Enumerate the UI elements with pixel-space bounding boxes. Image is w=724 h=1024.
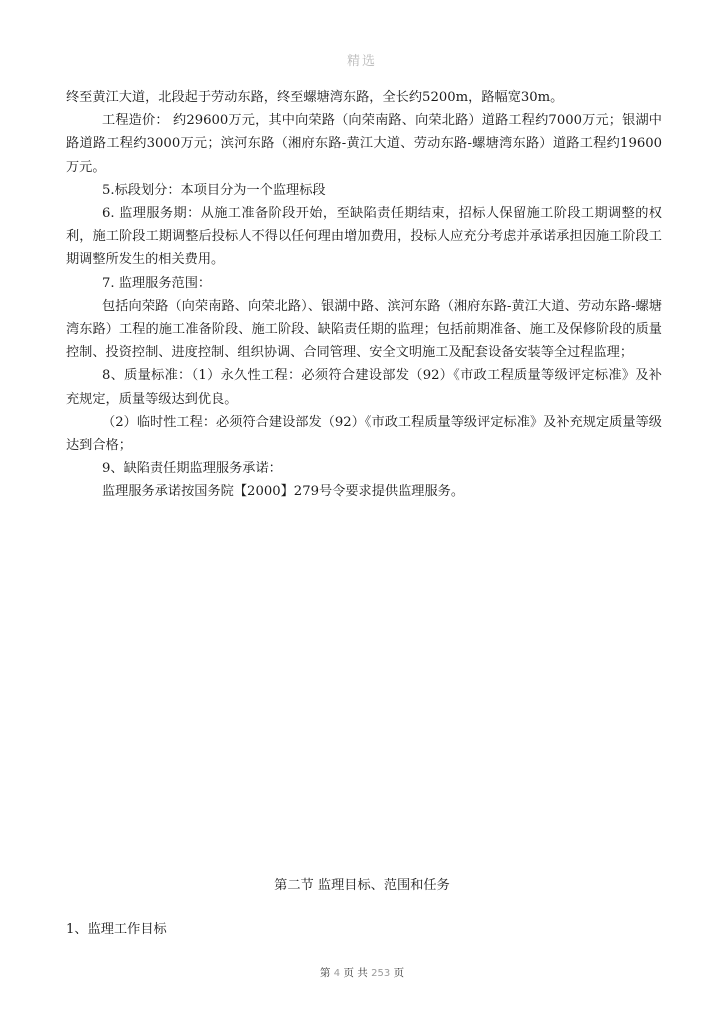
footer-middle: 页 共: [343, 967, 368, 979]
footer-prefix: 第: [319, 967, 331, 979]
paragraph-service-scope: 包括向荣路（向荣南路、向荣北路）、银湖中路、滨河东路（湘府东路-黄江大道、劳动东路-螺塘湾东路）工程的施工准备阶段、施工阶段、缺陷责任期的监理；包括前期准备、施工及保修阶段的质量控制、投资控制、进度控制、组织协调、合同管理、安全文明施工及配套设备安装等全过程监理；: [66, 298, 662, 361]
body-text: [66, 86, 662, 504]
section-title: 第二节 监理目标、范围和任务: [274, 878, 450, 893]
paragraph-quality-standard: 8、质量标准：（1）永久性工程：必须符合建设部发（92）《市政工程质量等级评定标准》及补充规定，质量等级达到优良。: [66, 368, 662, 407]
paragraph-project-cost: 工程造价： 约29600万元，其中向荣路（向荣南路、向荣北路）道路工程约7000万元；银湖中路道路工程约3000万元；滨河东路（湘府东路-黄江大道、劳动东路-螺塘湾东路）道路工程约19600万元。: [66, 113, 662, 175]
page-footer: [0, 965, 724, 980]
sub-section-title: 1、监理工作目标: [66, 922, 167, 937]
paragraph-road-length: 终至黄江大道，北段起于劳动东路，终至螺塘湾东路，全长约5200m，路幅宽30m。: [66, 90, 564, 105]
paragraph-service-scope-heading: 7. 监理服务范围：: [102, 275, 212, 291]
header-watermark: 精选: [346, 54, 377, 69]
footer-total-pages: 253: [371, 968, 391, 979]
footer-page-number: 4: [333, 968, 341, 979]
paragraph-defect-period-commitment: 监理服务承诺按国务院【2000】279号令要求提供监理服务。: [102, 484, 465, 500]
paragraph-defect-period-heading: 9、缺陷责任期监理服务承诺：: [102, 461, 282, 477]
footer-suffix: 页: [393, 967, 405, 979]
paragraph-service-period: 6. 监理服务期：从施工准备阶段开始，至缺陷责任期结束，招标人保留施工阶段工期调整的权利，施工阶段工期调整后投标人不得以任何理由增加费用，投标人应充分考虑并承诺承担因施工阶段工期调整所发生的相关费用。: [66, 206, 662, 268]
paragraph-section-division: 5.标段划分：本项目分为一个监理标段: [102, 182, 326, 198]
paragraph-temporary-works: （2）临时性工程：必须符合建设部发（92）《市政工程质量等级评定标准》及补充规定质量等级达到合格；: [66, 414, 662, 454]
